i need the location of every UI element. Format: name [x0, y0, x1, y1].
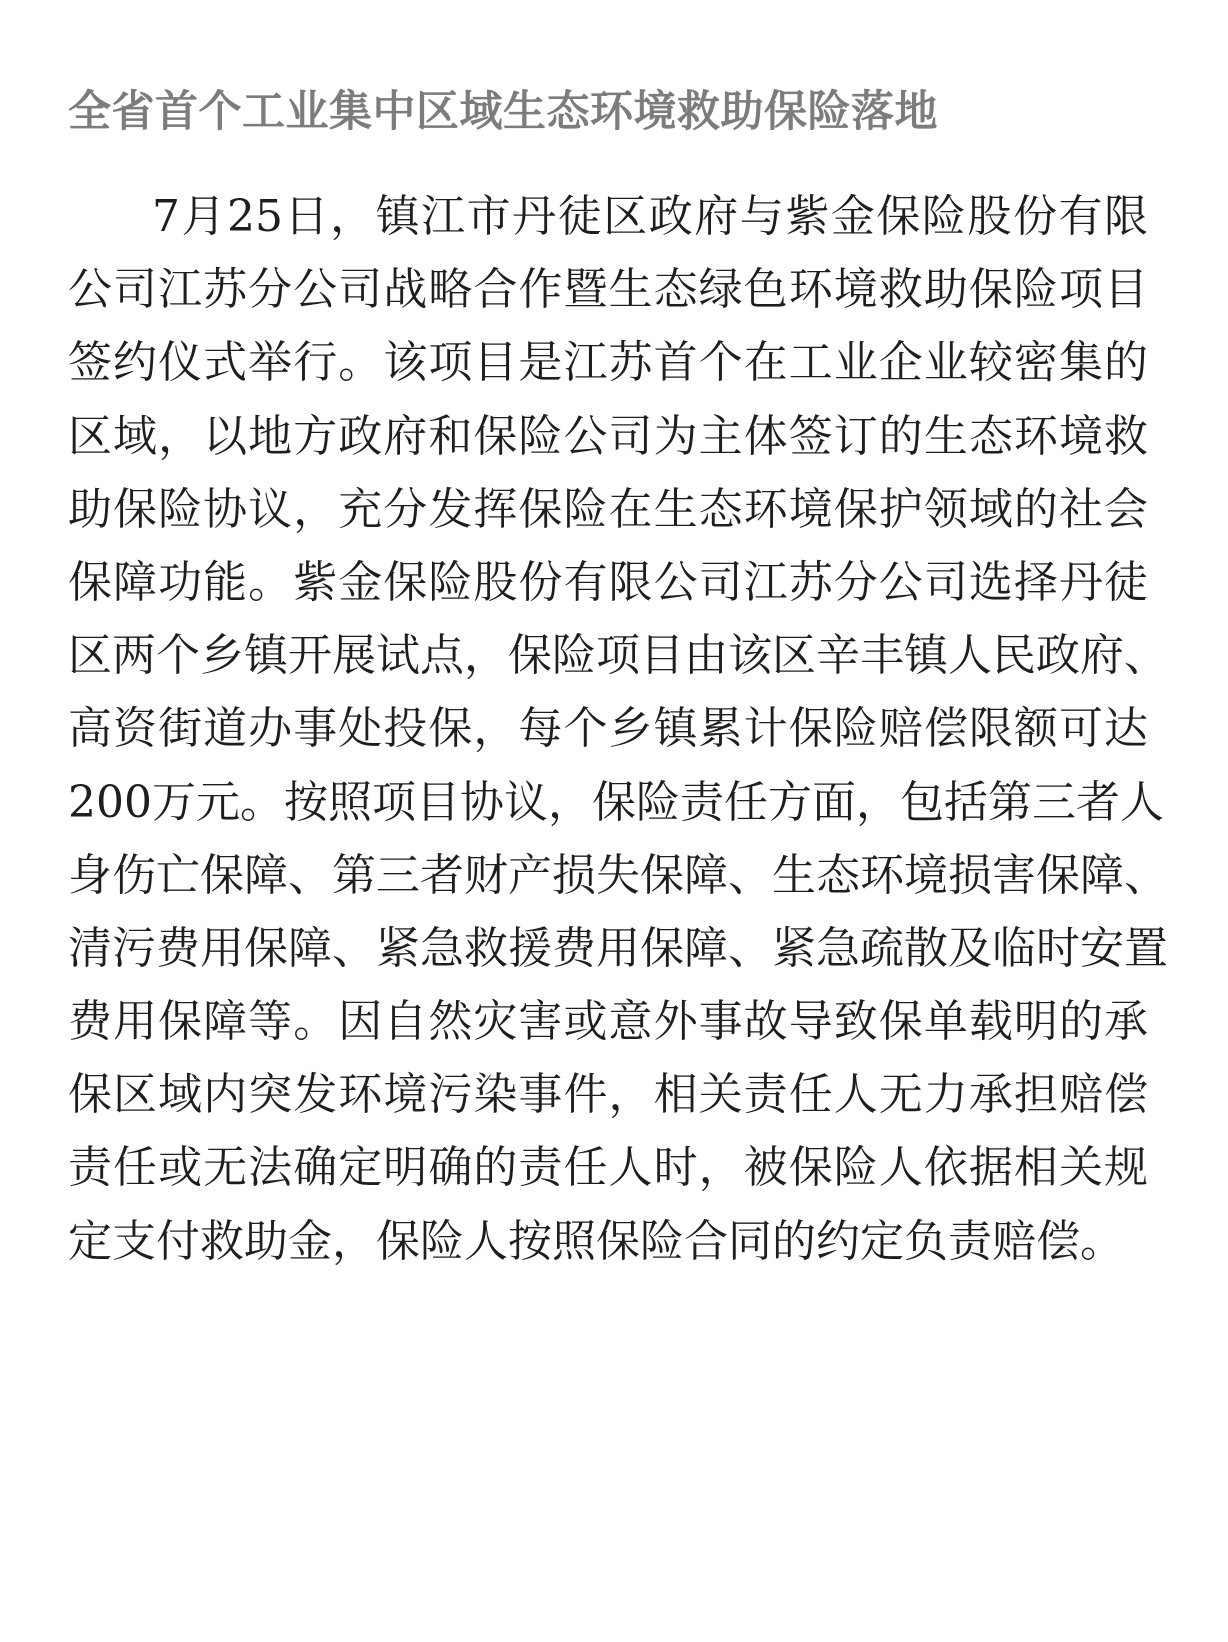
body-line: 费用保障等。因自然灾害或意外事故导致保单载明的承: [68, 996, 1148, 1048]
body-line: 200万元。按照项目协议，保险责任方面，包括第三者人: [68, 776, 1164, 828]
body-line: 定支付救助金，保险人按照保险合同的约定负责赔偿。: [68, 1215, 1124, 1267]
body-line: 区域，以地方政府和保险公司为主体签订的生态环境救: [68, 410, 1148, 462]
body-line: 助保险协议，充分发挥保险在生态环境保护领域的社会: [68, 483, 1148, 535]
body-line: 保障功能。紫金保险股份有限公司江苏分公司选择丹徒: [68, 556, 1148, 608]
body-line: 签约仪式举行。该项目是江苏首个在工业企业较密集的: [68, 337, 1148, 389]
body-line: 公司江苏分公司战略合作暨生态绿色环境救助保险项目: [68, 264, 1148, 316]
article-title: 全省首个工业集中区域生态环境救助保险落地: [68, 87, 938, 137]
body-line: 7月25日，镇江市丹徒区政府与紫金保险股份有限: [152, 191, 1148, 242]
body-line: 区两个乡镇开展试点，保险项目由该区辛丰镇人民政府、: [68, 630, 1168, 682]
article-body: [68, 180, 1168, 1278]
body-line: 保区域内突发环境污染事件，相关责任人无力承担赔偿: [68, 1069, 1148, 1121]
body-line: 身伤亡保障、第三者财产损失保障、生态环境损害保障、: [68, 849, 1168, 901]
body-line: 高资街道办事处投保，每个乡镇累计保险赔偿限额可达: [68, 703, 1148, 755]
body-line: 责任或无法确定明确的责任人时，被保险人依据相关规: [68, 1142, 1148, 1194]
body-line: 清污费用保障、紧急救援费用保障、紧急疏散及临时安置: [68, 922, 1168, 974]
